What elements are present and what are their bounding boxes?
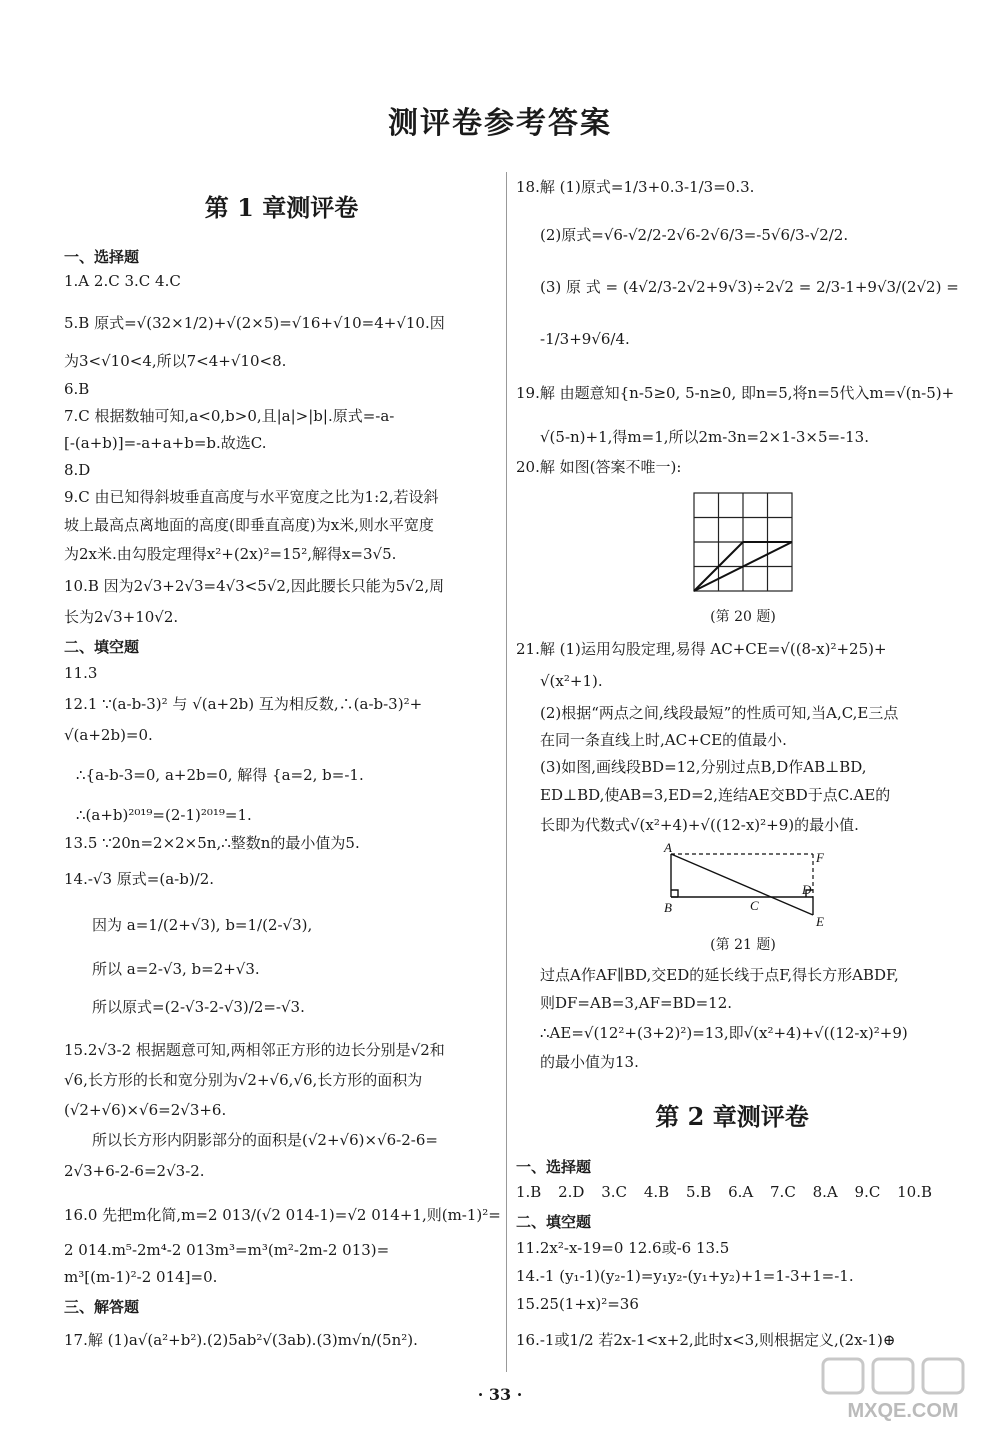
answer-line: (2)根据“两点之间,线段最短”的性质可知,当A,C,E三点 bbox=[540, 704, 899, 722]
grid-figure-20 bbox=[693, 492, 793, 592]
point-label-b: B bbox=[664, 900, 672, 915]
mc-answer: 7.C bbox=[770, 1183, 796, 1201]
figure-caption: (第 21 题) bbox=[710, 937, 776, 953]
page-number: · 33 · bbox=[477, 1385, 523, 1404]
mc-answer: 2.D bbox=[558, 1183, 585, 1201]
section-heading: 二、填空题 bbox=[64, 638, 140, 656]
point-label-e: E bbox=[816, 914, 824, 929]
mc-answer: 8.A bbox=[812, 1183, 838, 1201]
answer-line: 11.3 bbox=[64, 664, 98, 682]
answer-line: (3) 原 式 = (4√2/3-2√2+9√3)÷2√2 = 2/3-1+9√3/(2√2) = bbox=[540, 278, 959, 296]
answer-line: 为2x米.由勾股定理得x²+(2x)²=15²,解得x=3√5. bbox=[64, 545, 397, 563]
answer-line: 5.B 原式=√(32×1/2)+√(2×5)=√16+√10=4+√10.因 bbox=[64, 314, 445, 332]
point-label-f: F bbox=[816, 850, 824, 865]
answer-line: (2)原式=√6-√2/2-2√6-2√6/3=-5√6/3-√2/2. bbox=[540, 226, 849, 244]
answer-line: √(a+2b)=0. bbox=[64, 726, 153, 744]
answer-line: -1/3+9√6/4. bbox=[540, 330, 630, 348]
answer-line: (√2+√6)×√6=2√3+6. bbox=[64, 1101, 227, 1119]
answer-line: 21.解 (1)运用勾股定理,易得 AC+CE=√((8-x)²+25)+ bbox=[516, 640, 887, 658]
answer-line: 2√3+6-2-6=2√3-2. bbox=[64, 1162, 205, 1180]
answer-line: 7.C 根据数轴可知,a<0,b>0,且|a|>|b|.原式=-a- bbox=[64, 407, 395, 425]
answer-line: 16.-1或1/2 若2x-1<x+2,此时x<3,则根据定义,(2x-1)⊕ bbox=[516, 1331, 896, 1349]
figure-caption: (第 20 题) bbox=[710, 609, 776, 625]
point-label-a: A bbox=[664, 840, 672, 855]
answer-line: 所以原式=(2-√3-2-√3)/2=-√3. bbox=[92, 998, 305, 1016]
answer-line: 10.B 因为2√3+2√3=4√3<5√2,因此腰长只能为5√2,周 bbox=[64, 577, 445, 595]
mc-answer: 5.B bbox=[685, 1183, 712, 1201]
answer-line: 因为 a=1/(2+√3), b=1/(2-√3), bbox=[92, 916, 313, 934]
answer-line: m³[(m-1)²-2 014]=0. bbox=[64, 1268, 218, 1286]
answer-line: 18.解 (1)原式=1/3+0.3-1/3=0.3. bbox=[516, 178, 755, 196]
answer-line: 9.C 由已知得斜坡垂直高度与水平宽度之比为1:2,若设斜 bbox=[64, 488, 439, 506]
point-label-d: D bbox=[802, 882, 812, 897]
answer-line: ∴(a+b)²⁰¹⁹=(2-1)²⁰¹⁹=1. bbox=[76, 806, 252, 824]
mc-answer: 9.C bbox=[854, 1183, 881, 1201]
answer-line: 的最小值为13. bbox=[540, 1053, 639, 1071]
mc-answer: 4.B bbox=[643, 1183, 670, 1201]
watermark-logo bbox=[815, 1355, 990, 1425]
answer-line: 1.A 2.C 3.C 4.C bbox=[64, 272, 181, 290]
answer-line: ED⊥BD,使AB=3,ED=2,连结AE交BD于点C.AE的 bbox=[540, 786, 891, 804]
answer-line: 为3<√10<4,所以7<4+√10<8. bbox=[64, 352, 287, 370]
answer-line: ∴{a-b-3=0, a+2b=0, 解得 {a=2, b=-1. bbox=[76, 766, 364, 784]
answer-line: 15.25(1+x)²=36 bbox=[516, 1295, 639, 1313]
geometry-figure-21 bbox=[656, 840, 831, 932]
answer-line: 16.0 先把m化简,m=2 013/(√2 014-1)=√2 014+1,则(m-1)²= bbox=[64, 1206, 501, 1224]
section-heading: 三、解答题 bbox=[64, 1298, 140, 1316]
answer-line: √(x²+1). bbox=[540, 672, 603, 690]
watermark-text: MXQE.COM bbox=[847, 1400, 959, 1422]
answer-line: 15.2√3-2 根据题意可知,两相邻正方形的边长分别是√2和 bbox=[64, 1041, 445, 1059]
answer-line: 19.解 由题意知{n-5≥0, 5-n≥0, 即n=5,将n=5代入m=√(n-5)+ bbox=[516, 384, 955, 402]
section-heading: 二、填空题 bbox=[516, 1213, 592, 1231]
chapter-2-title: 第 2 章测评卷 bbox=[655, 1102, 809, 1131]
answer-line: 20.解 如图(答案不唯一): bbox=[516, 458, 682, 476]
section-heading: 一、选择题 bbox=[64, 248, 140, 266]
column-divider bbox=[506, 172, 507, 1372]
answer-line: 14.-√3 原式=(a-b)/2. bbox=[64, 870, 215, 888]
page-title: 测评卷参考答案 bbox=[388, 106, 612, 141]
answer-line: √(5-n)+1,得m=1,所以2m-3n=2×1-3×5=-13. bbox=[540, 428, 869, 446]
answer-line: (3)如图,画线段BD=12,分别过点B,D作AB⊥BD, bbox=[540, 758, 867, 776]
chapter-1-title: 第 1 章测评卷 bbox=[204, 193, 359, 222]
answer-line: 8.D bbox=[64, 461, 91, 479]
mc-answer: 1.B bbox=[516, 1183, 542, 1201]
answer-line: 2 014.m⁵-2m⁴-2 013m³=m³(m²-2m-2 013)= bbox=[64, 1241, 390, 1259]
answer-line: 17.解 (1)a√(a²+b²).(2)5ab²√(3ab).(3)m√n/(5n²). bbox=[64, 1331, 418, 1349]
answer-line: 6.B bbox=[64, 380, 90, 398]
answer-line: 12.1 ∵(a-b-3)² 与 √(a+2b) 互为相反数,∴(a-b-3)²+ bbox=[64, 695, 423, 713]
answer-line: 所以长方形内阴影部分的面积是(√2+√6)×√6-2-6= bbox=[92, 1131, 438, 1149]
answer-line: [-(a+b)]=-a+a+b=b.故选C. bbox=[64, 434, 267, 452]
answer-line: 长即为代数式√(x²+4)+√((12-x)²+9)的最小值. bbox=[540, 816, 859, 834]
mc-answer: 6.A bbox=[728, 1183, 754, 1201]
point-label-c: C bbox=[750, 898, 759, 913]
answer-line: 坡上最高点离地面的高度(即垂直高度)为x米,则水平宽度 bbox=[64, 516, 434, 534]
answer-line: 过点A作AF∥BD,交ED的延长线于点F,得长方形ABDF, bbox=[540, 966, 899, 984]
answer-line: 则DF=AB=3,AF=BD=12. bbox=[540, 994, 733, 1012]
answer-row bbox=[516, 1183, 944, 1201]
answer-line: 在同一条直线上时,AC+CE的值最小. bbox=[540, 731, 787, 749]
answer-line: 长为2√3+10√2. bbox=[64, 608, 179, 626]
answer-line: 14.-1 (y₁-1)(y₂-1)=y₁y₂-(y₁+y₂)+1=1-3+1=-1. bbox=[516, 1267, 854, 1285]
mc-answer: 10.B bbox=[897, 1183, 932, 1201]
mc-answer: 3.C bbox=[601, 1183, 628, 1201]
answer-line: ∴AE=√(12²+(3+2)²)=13,即√(x²+4)+√((12-x)²+9) bbox=[540, 1024, 908, 1042]
answer-line: 所以 a=2-√3, b=2+√3. bbox=[92, 960, 260, 978]
answer-line: √6,长方形的长和宽分别为√2+√6,√6,长方形的面积为 bbox=[64, 1071, 423, 1089]
section-heading: 一、选择题 bbox=[516, 1158, 592, 1176]
answer-line: 11.2x²-x-19=0 12.6或-6 13.5 bbox=[516, 1239, 730, 1257]
answer-line: 13.5 ∵20n=2×2×5n,∴整数n的最小值为5. bbox=[64, 834, 360, 852]
